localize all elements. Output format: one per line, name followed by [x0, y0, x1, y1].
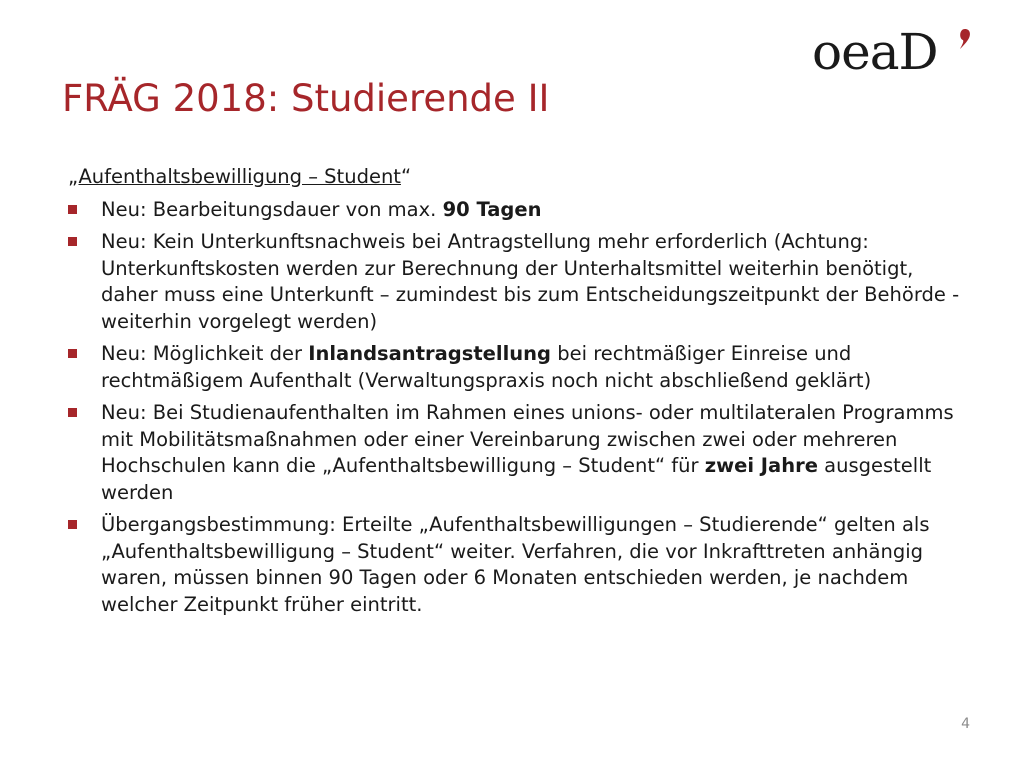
bullet-text: Neu: Kein Unterkunftsnachweis bei Antragstellung mehr erforderlich (Achtung: Unterkunftskosten werden zur Berechnung der Unterhaltsmittel weiterhin benötigt, daher muss eine Unterkunft – zumindest bis zum Entscheidungszeitpunkt der Behörde - weiterhin vorgelegt werden) [101, 230, 960, 333]
bullet-text: bei rechtmäßiger Einreise und rechtmäßigem Aufenthalt (Verwaltungspraxis noch nicht abschließend geklärt) [101, 342, 872, 392]
subheading-text: Aufenthaltsbewilligung – Student [78, 165, 401, 188]
bullet-text-bold: 90 Tagen [442, 197, 542, 221]
bullet-item [68, 197, 968, 224]
bullet-item [68, 229, 968, 335]
bullet-text: Neu: Möglichkeit der [101, 342, 309, 365]
slide-title: FRÄG 2018: Studierende II [62, 77, 550, 120]
bullet-list [68, 197, 968, 619]
bullet-item [68, 341, 968, 394]
subheading [68, 164, 968, 191]
bullet-text: Neu: Bearbeitungsdauer von max. [101, 197, 443, 221]
bullet-square-icon [68, 408, 77, 417]
bullet-text: Übergangsbestimmung: Erteilte „Aufenthaltsbewilligungen – Studierende“ gelten als „Aufenthaltsbewilligung – Student“ weiter. Verfahren, die vor Inkrafttreten anhängig waren, müssen binnen 90 Tagen oder 6 Monaten entschieden werden, je nachdem welcher Zeitpunkt früher eintritt. [101, 513, 930, 616]
bullet-item [68, 400, 968, 506]
oead-logo [812, 23, 982, 81]
bullet-square-icon [68, 237, 77, 246]
subheading-close-quote: “ [400, 165, 412, 188]
logo-accent-icon [958, 28, 972, 50]
bullet-square-icon [68, 205, 77, 214]
bullet-square-icon [68, 520, 77, 529]
logo-text: oeaD [812, 23, 938, 81]
page-number: 4 [961, 716, 970, 732]
slide-content [68, 164, 968, 624]
bullet-item [68, 512, 968, 618]
subheading-open-quote: „ [68, 165, 79, 188]
bullet-text: ausgestellt werden [101, 454, 932, 504]
bullet-square-icon [68, 349, 77, 358]
bullet-text: Neu: Bei Studienaufenthalten im Rahmen eines unions- oder multilateralen Programms mit Mobilitätsmaßnahmen oder einer Vereinbarung zwischen zwei oder mehreren Hochschulen kann die „Aufenthaltsbewilligung – Student“ für [101, 401, 954, 477]
bullet-text-bold: Inlandsantragstellung [308, 342, 551, 365]
bullet-text-bold: zwei Jahre [704, 454, 818, 477]
